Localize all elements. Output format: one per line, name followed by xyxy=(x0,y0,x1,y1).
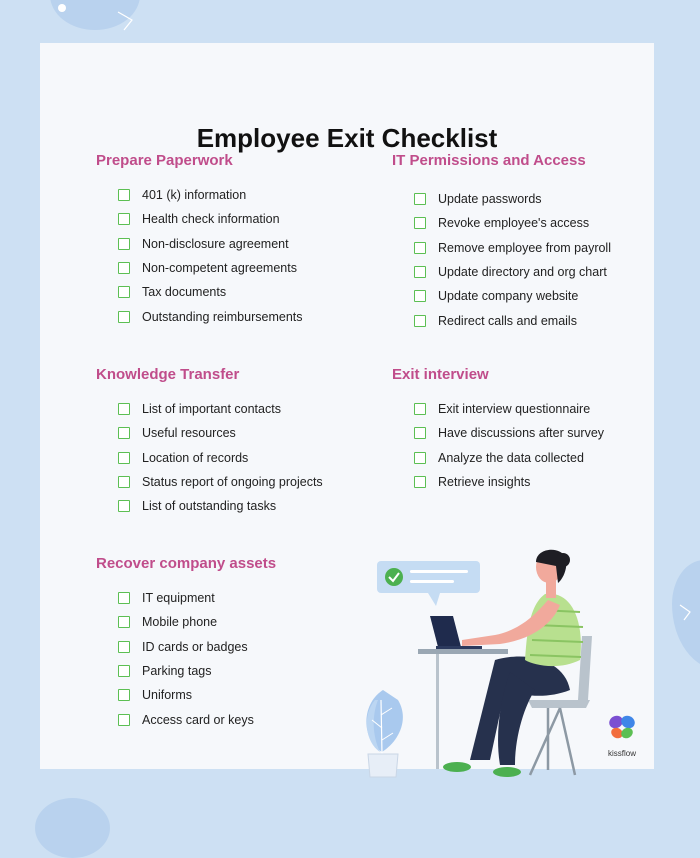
checkbox[interactable] xyxy=(118,189,130,201)
checkbox[interactable] xyxy=(414,193,426,205)
section-heading: Prepare Paperwork xyxy=(96,152,233,169)
logo-text: kissflow xyxy=(607,749,636,758)
checklist-item: Redirect calls and emails xyxy=(414,308,611,332)
checkbox[interactable] xyxy=(118,238,130,250)
checklist-item: Mobile phone xyxy=(118,610,276,634)
checkbox[interactable] xyxy=(118,311,130,323)
checkbox[interactable] xyxy=(118,403,130,415)
kissflow-logo-icon xyxy=(605,713,639,743)
checklist-item: Status report of ongoing projects xyxy=(118,470,323,494)
page-title: Employee Exit Checklist xyxy=(196,123,498,153)
background-blob-top xyxy=(50,0,140,30)
checklist-item: 401 (k) information xyxy=(118,183,303,207)
section-heading: Exit interview xyxy=(392,366,489,383)
section-prepare-paperwork xyxy=(96,152,303,329)
checklist-item: Non-disclosure agreement xyxy=(118,232,303,256)
checkbox[interactable] xyxy=(118,262,130,274)
checkbox[interactable] xyxy=(118,213,130,225)
checklist-item: List of outstanding tasks xyxy=(118,494,323,518)
checklist-item: Location of records xyxy=(118,446,323,470)
checklist-item: Exit interview questionnaire xyxy=(414,397,604,421)
checkbox[interactable] xyxy=(414,266,426,278)
checkbox[interactable] xyxy=(118,689,130,701)
checkbox[interactable] xyxy=(414,290,426,302)
section-exit-interview xyxy=(392,366,604,494)
checkbox[interactable] xyxy=(118,500,130,512)
checklist-item: Update directory and org chart xyxy=(414,260,611,284)
checklist xyxy=(96,183,303,329)
checkbox[interactable] xyxy=(118,286,130,298)
checklist-item: Update passwords xyxy=(414,187,611,211)
checklist-item: Parking tags xyxy=(118,659,276,683)
checklist-item: Useful resources xyxy=(118,421,323,445)
section-it-permissions xyxy=(392,152,611,333)
checklist-item: Access card or keys xyxy=(118,707,276,731)
checkbox[interactable] xyxy=(118,476,130,488)
checkbox[interactable] xyxy=(118,452,130,464)
checklist-item: Outstanding reimbursements xyxy=(118,304,303,328)
checklist-item: Remove employee from payroll xyxy=(414,236,611,260)
checklist-item: Retrieve insights xyxy=(414,470,604,494)
checklist xyxy=(392,397,604,494)
checklist xyxy=(392,187,611,333)
checkbox[interactable] xyxy=(118,714,130,726)
checkbox[interactable] xyxy=(414,452,426,464)
checklist-item: List of important contacts xyxy=(118,397,323,421)
checkbox[interactable] xyxy=(118,641,130,653)
checklist-item: Revoke employee's access xyxy=(414,211,611,235)
kissflow-logo xyxy=(600,713,644,758)
checklist-item: Uniforms xyxy=(118,683,276,707)
checkbox[interactable] xyxy=(118,427,130,439)
background-blob-right xyxy=(672,560,700,670)
section-knowledge-transfer xyxy=(96,366,323,518)
checklist-item: Have discussions after survey xyxy=(414,421,604,445)
checkbox[interactable] xyxy=(414,217,426,229)
checklist xyxy=(96,586,276,732)
checkbox[interactable] xyxy=(118,616,130,628)
checkbox[interactable] xyxy=(414,427,426,439)
checkbox[interactable] xyxy=(414,476,426,488)
section-heading: Recover company assets xyxy=(96,555,277,572)
section-heading: Knowledge Transfer xyxy=(96,366,240,383)
checkbox[interactable] xyxy=(414,242,426,254)
checklist-item: ID cards or badges xyxy=(118,635,276,659)
checklist-item: Update company website xyxy=(414,284,611,308)
section-recover-assets xyxy=(96,555,276,732)
checklist-item: IT equipment xyxy=(118,586,276,610)
checklist-item: Analyze the data collected xyxy=(414,446,604,470)
checkbox[interactable] xyxy=(414,315,426,327)
section-heading: IT Permissions and Access xyxy=(392,152,586,169)
checklist xyxy=(96,397,323,518)
checkbox[interactable] xyxy=(414,403,426,415)
checklist-item: Health check information xyxy=(118,207,303,231)
checklist-item: Tax documents xyxy=(118,280,303,304)
checklist-card xyxy=(40,43,654,769)
checkbox[interactable] xyxy=(118,592,130,604)
background-blob-bottom xyxy=(35,798,110,858)
checklist-item: Non-competent agreements xyxy=(118,256,303,280)
checkbox[interactable] xyxy=(118,665,130,677)
